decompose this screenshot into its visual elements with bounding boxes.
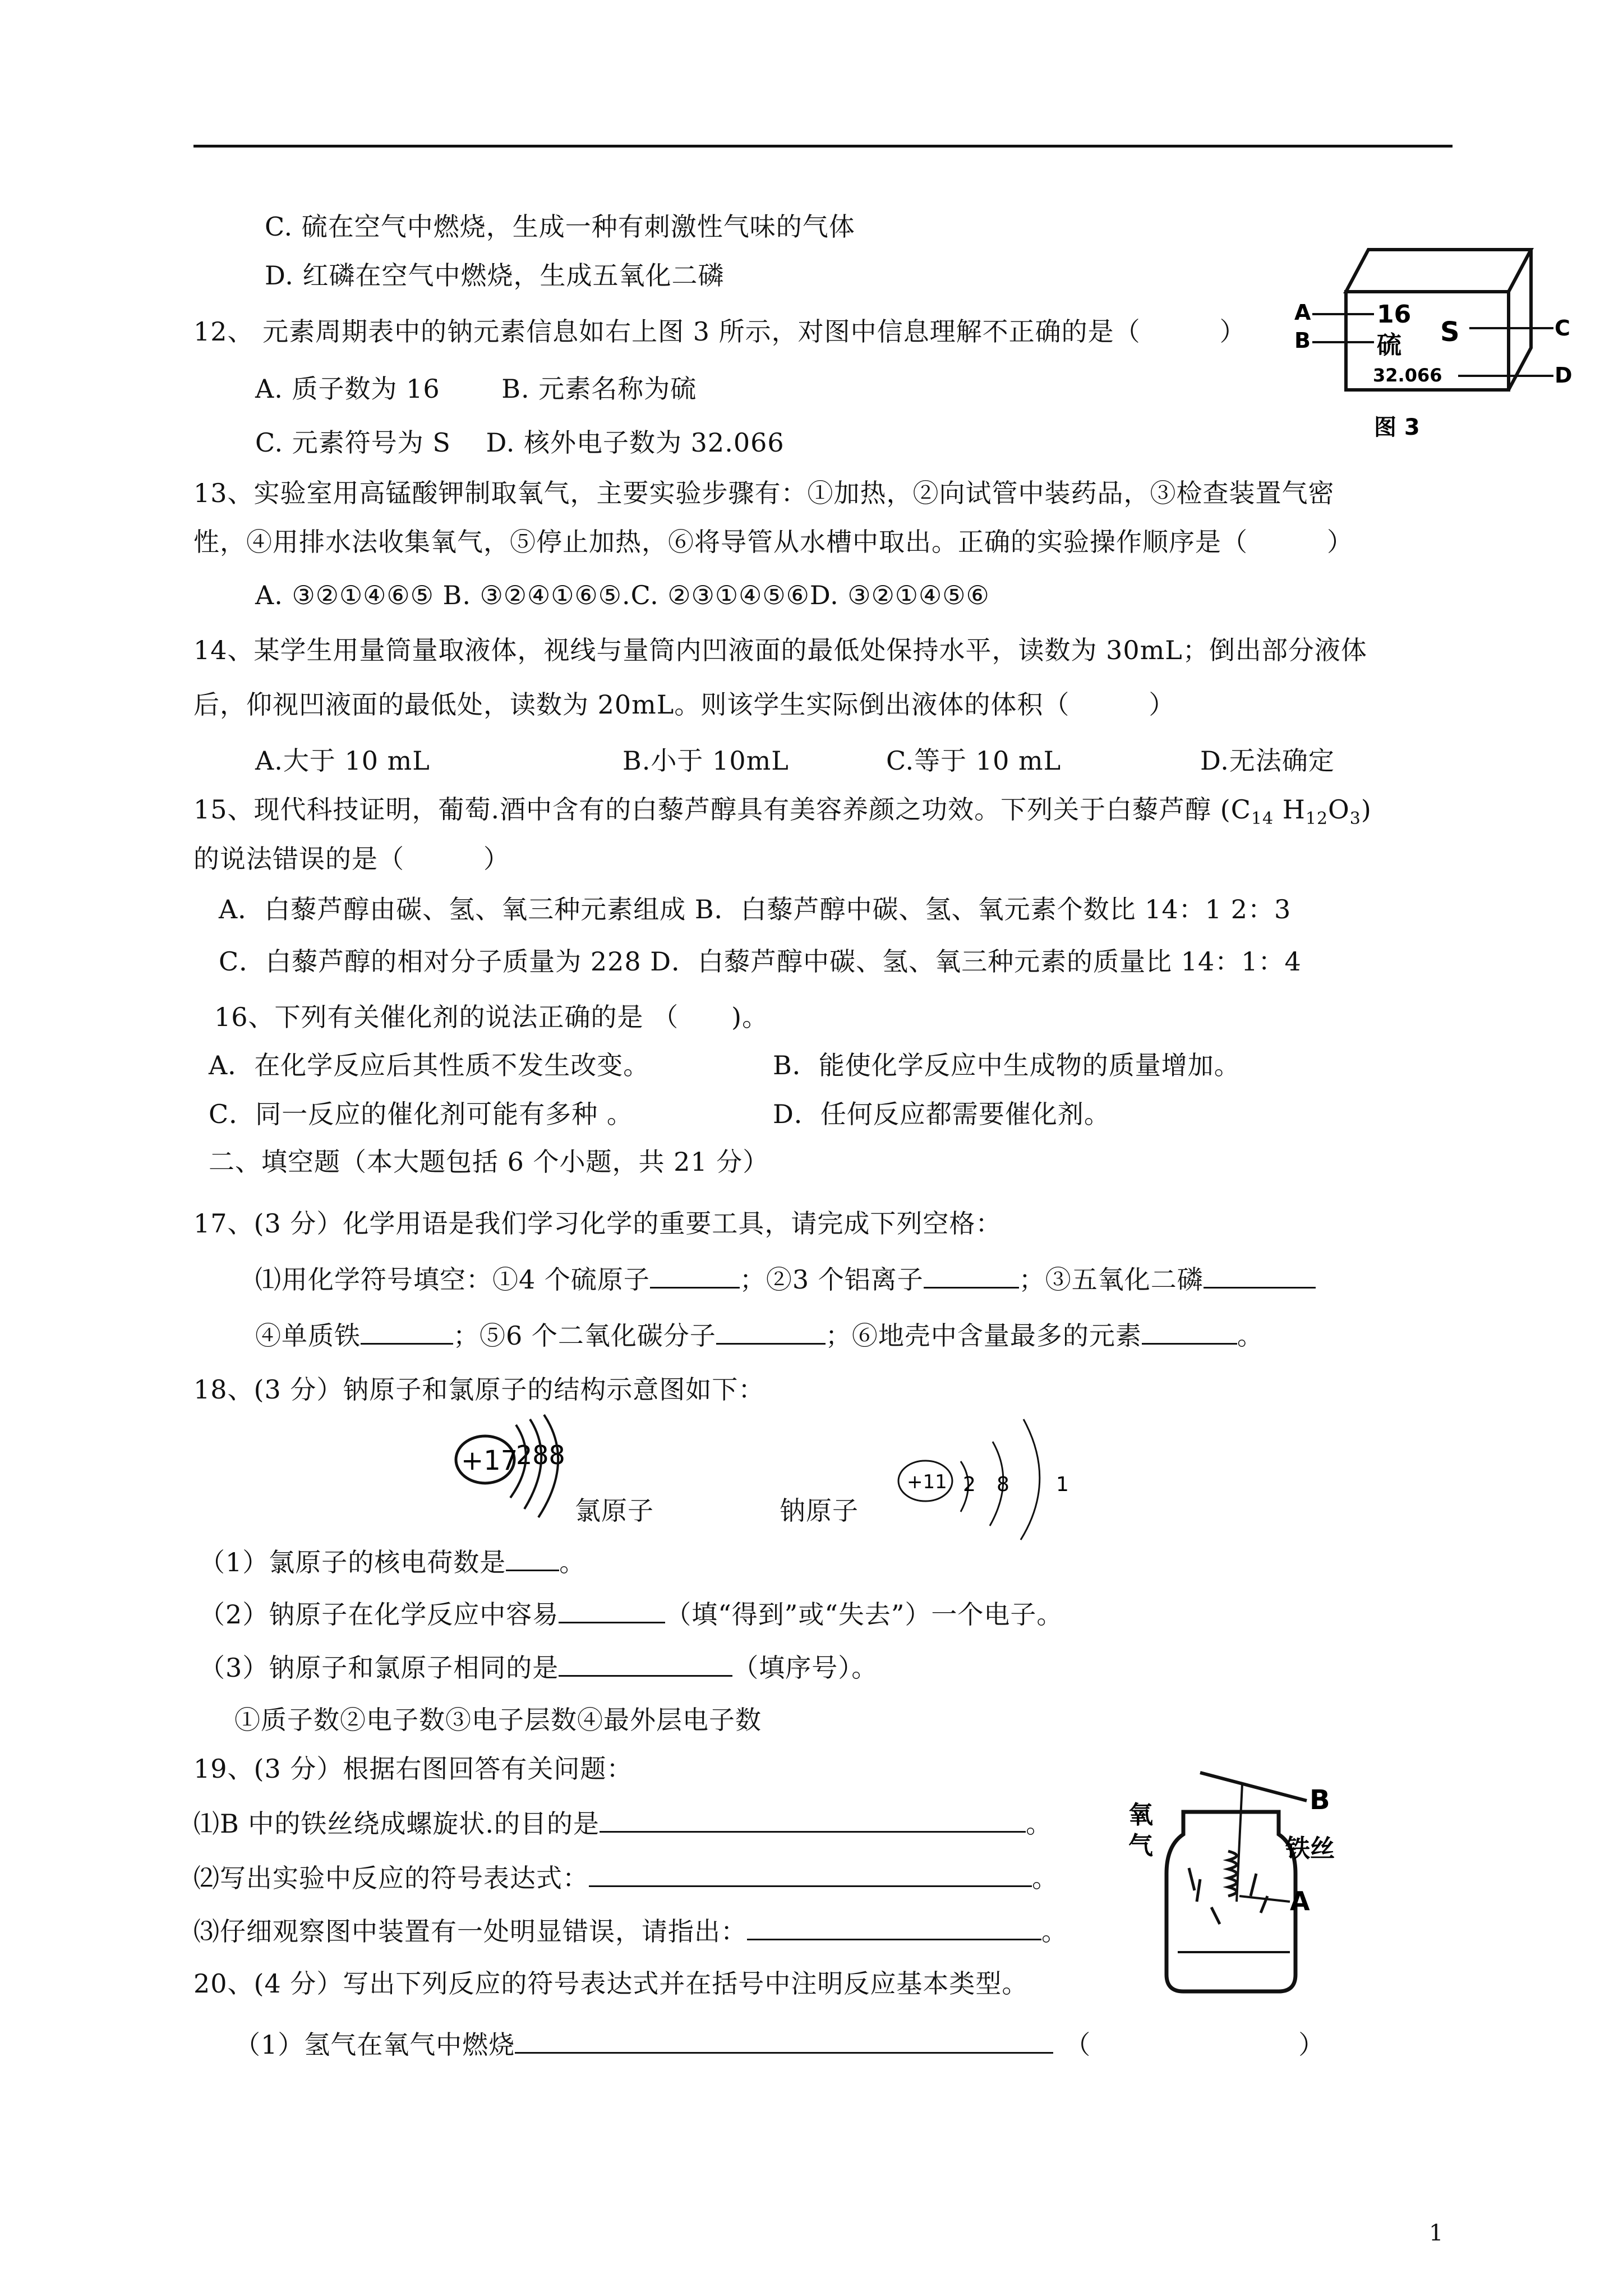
sodium-label: 钠原子 — [780, 1496, 859, 1526]
iron-wire-label: 铁丝 — [1285, 1834, 1335, 1863]
page-number: 1 — [1429, 2220, 1444, 2246]
na-shell-1: 2 — [963, 1473, 976, 1496]
q18-part2: （2）钠原子在化学反应中容易 （填“得到”或“失去”）一个电子。 — [199, 1596, 1063, 1632]
label-a: A — [1294, 300, 1311, 325]
q18-part1: （1）氯原子的核电荷数是 。 — [199, 1544, 585, 1580]
q15-line1: 15、现代科技证明，葡萄.酒中含有的白藜芦醇具有美容养颜之功效。下列关于白藜芦醇 ($C_{14}$ $H_{12}O_3$) — [193, 794, 1372, 829]
element-symbol: S — [1440, 316, 1460, 348]
label-b-fig: B — [1310, 1784, 1330, 1816]
q19-part3: ⑶仔细观察图中装置有一处明显错误，请指出： 。 — [193, 1913, 1068, 1949]
q14-option-a: A.大于 10 mL — [255, 746, 430, 776]
na-nucleus-charge: +11 — [907, 1471, 947, 1493]
blank-reaction-expression[interactable] — [589, 1860, 1032, 1887]
q19-part1: ⑴B 中的铁丝绕成螺旋状.的目的是 。 — [193, 1805, 1052, 1841]
sodium-atom-diagram — [895, 1414, 1080, 1543]
blank-cl-nuclear-charge[interactable] — [506, 1544, 559, 1571]
cl-nucleus-charge: +17 — [461, 1445, 518, 1476]
section-two-title: 二、填空题（本大题包括 6 个小题，共 21 分） — [209, 1147, 769, 1177]
chlorine-label: 氯原子 — [575, 1496, 654, 1526]
label-b: B — [1294, 328, 1311, 353]
element-number: 16 — [1377, 300, 1412, 329]
blank-iron[interactable] — [361, 1317, 453, 1345]
q16-option-b: B．能使化学反应中生成物的质量增加。 — [773, 1050, 1241, 1080]
na-shell-3: 1 — [1056, 1473, 1069, 1496]
element-mass: 32.066 — [1373, 365, 1442, 386]
label-d: D — [1555, 363, 1573, 388]
q19-part2: ⑵写出实验中反应的符号表达式： 。 — [193, 1860, 1058, 1895]
label-a-fig: A — [1290, 1886, 1310, 1916]
blank-most-abundant-element[interactable] — [1142, 1317, 1237, 1345]
blank-co2-molecules[interactable] — [716, 1317, 826, 1345]
q17-stem: 17、(3 分）化学用语是我们学习化学的重要工具，请完成下列空格： — [193, 1208, 1002, 1239]
blank-aluminum-ions[interactable] — [924, 1261, 1019, 1289]
q20-part1: （1）氢气在氧气中燃烧 （ ） — [234, 2026, 1325, 2062]
q14-option-b: B.小于 10mL — [623, 746, 789, 776]
element-name: 硫 — [1377, 331, 1401, 360]
q20-stem: 20、(4 分）写出下列反应的符号表达式并在括号中注明反应基本类型。 — [193, 1968, 1029, 1999]
blank-spiral-purpose[interactable] — [600, 1805, 1026, 1833]
q16-option-c: C．同一反应的催化剂可能有多种 。 — [209, 1099, 633, 1129]
q14-option-c: C.等于 10 mL — [886, 746, 1062, 776]
q18-stem: 18、(3 分）钠原子和氯原子的结构示意图如下： — [193, 1374, 765, 1405]
q12-options-ab: A. 质子数为 16 B. 元素名称为硫 — [255, 374, 697, 404]
blank-apparatus-error[interactable] — [747, 1913, 1041, 1940]
q15-options-cd: C．白藜芦醇的相对分子质量为 228 D．白藜芦醇中碳、氢、氧三种元素的质量比 14：1：4 — [219, 946, 1302, 977]
blank-same-property[interactable] — [559, 1649, 732, 1677]
blank-sulfur-atoms[interactable] — [650, 1261, 740, 1289]
figure-caption: 图 3 — [1374, 415, 1420, 440]
q12-stem: 12、 元素周期表中的钠元素信息如右上图 3 所示，对图中信息理解不正确的是（ ） — [193, 316, 1246, 347]
q13-options: A. ③②①④⑥⑤ B. ③②④①⑥⑤.C. ②③①④⑤⑥D. ③②①④⑤⑥ — [255, 580, 990, 610]
q15-options-ab: A．白藜芦醇由碳、氢、氧三种元素组成 B．白藜芦醇中碳、氢、氧元素个数比 14：1 2：3 — [219, 894, 1292, 924]
q13-line1: 13、实验室用高锰酸钾制取氧气，主要实验步骤有：①加热，②向试管中装药品，③检查装置气密 — [193, 478, 1335, 508]
blank-hydrogen-combustion[interactable] — [515, 2026, 1053, 2054]
q14-option-d: D.无法确定 — [1200, 746, 1335, 776]
q19-stem: 19、(3 分）根据右图回答有关问题： — [193, 1754, 633, 1784]
q16-option-a: A．在化学反应后其性质不发生改变。 — [209, 1050, 650, 1080]
q15-line2: 的说法错误的是（ ） — [193, 844, 510, 874]
q18-part3: （3）钠原子和氯原子相同的是 （填序号）。 — [199, 1649, 878, 1685]
q16-option-d: D．任何反应都需要催化剂。 — [773, 1099, 1110, 1129]
element-cube-figure — [1290, 236, 1573, 449]
iron-oxygen-figure — [1127, 1739, 1374, 2003]
gas-label-1: 氧 — [1128, 1801, 1153, 1829]
q14-line2: 后，仰视凹液面的最低处，读数为 20mL。则该学生实际倒出液体的体积（ ） — [193, 689, 1175, 720]
blank-p2o5[interactable] — [1204, 1261, 1316, 1289]
label-c: C — [1555, 316, 1570, 341]
q16-stem: 16、下列有关催化剂的说法正确的是 （ )。 — [214, 1002, 769, 1032]
cl-electron-shells: 288 — [516, 1440, 565, 1470]
q11-option-c: C. 硫在空气中燃烧，生成一种有刺激性气味的气体 — [265, 211, 855, 242]
na-shell-2: 8 — [997, 1473, 1009, 1496]
q17-line2: ④单质铁 ；⑤6 个二氧化碳分子 ；⑥地壳中含量最多的元素 。 — [255, 1317, 1264, 1353]
q13-line2: 性，④用排水法收集氧气，⑤停止加热，⑥将导管从水槽中取出。正确的实验操作顺序是（ ） — [193, 527, 1353, 557]
q11-option-d: D. 红磷在空气中燃烧，生成五氧化二磷 — [265, 260, 725, 291]
header-rule — [193, 145, 1453, 148]
q12-options-cd: C. 元素符号为 S D. 核外电子数为 32.066 — [255, 427, 785, 458]
gas-label-2: 气 — [1128, 1832, 1153, 1860]
q17-line1: ⑴用化学符号填空：①4 个硫原子 ；②3 个铝离子 ；③五氧化二磷 — [255, 1261, 1316, 1297]
q14-line1: 14、某学生用量筒量取液体，视线与量筒内凹液面的最低处保持水平，读数为 30mL；倒出部分液体 — [193, 635, 1367, 665]
q18-choices: ①质子数②电子数③电子层数④最外层电子数 — [234, 1705, 762, 1735]
blank-na-gain-lose[interactable] — [559, 1596, 665, 1623]
